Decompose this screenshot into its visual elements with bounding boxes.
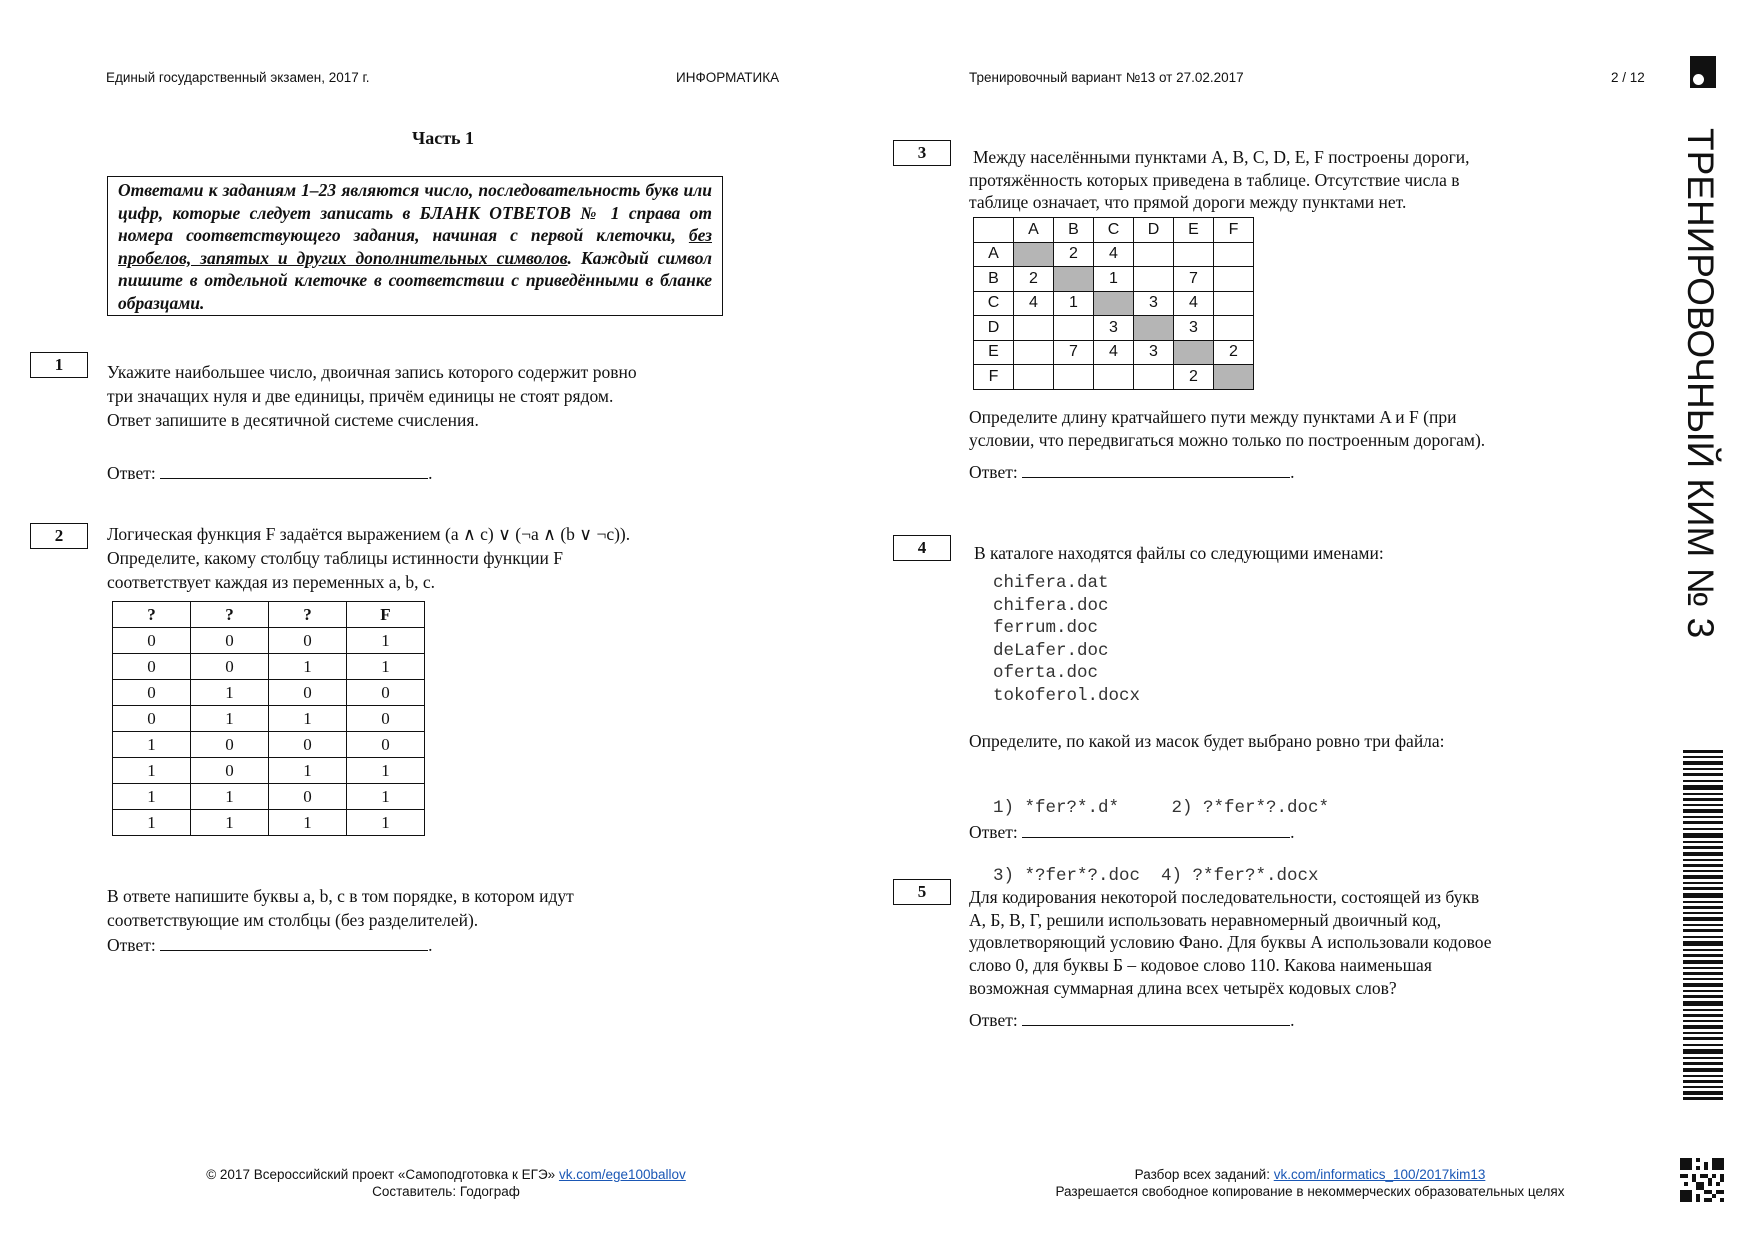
header-variant: Тренировочный вариант №13 от 27.02.2017 [969, 70, 1244, 85]
truth-table-header: ? [269, 602, 347, 628]
table-cell: 0 [191, 732, 269, 758]
table-cell: A [1014, 218, 1054, 243]
task-3-line: протяжённость которых приведена в таблице. Отсутствие числа в [969, 169, 1460, 190]
table-cell: 3 [1094, 316, 1134, 341]
task-5-line: А, Б, В, Г, решили использовать неравномерный двоичный код, [969, 909, 1442, 930]
table-cell [974, 218, 1014, 243]
table-cell: 1 [191, 784, 269, 810]
table-row [974, 340, 1254, 365]
task-2-answer: Ответ: . [107, 932, 574, 957]
header-exam-title: Единый государственный экзамен, 2017 г. [106, 70, 370, 85]
task-3-line: таблице означает, что прямой дороги между пунктами нет. [969, 192, 1407, 213]
table-cell: E [974, 340, 1014, 365]
table-cell: E [1174, 218, 1214, 243]
footer-left [140, 1166, 752, 1200]
footer-right [1000, 1166, 1620, 1200]
task-4-answer-field[interactable] [1022, 819, 1290, 838]
table-cell [1014, 340, 1054, 365]
table-cell: 1 [113, 810, 191, 836]
table-cell: 1 [113, 758, 191, 784]
footer-project-text: © 2017 Всероссийский проект «Самоподготовка к ЕГЭ» [206, 1167, 556, 1182]
table-row [113, 732, 425, 758]
table-cell: B [1054, 218, 1094, 243]
table-row [974, 267, 1254, 292]
table-cell: 0 [269, 732, 347, 758]
task-3-after-text [969, 406, 1485, 451]
task-3-after-line: Определите длину кратчайшего пути между пунктами A и F (при [969, 407, 1457, 427]
table-cell: 4 [1174, 291, 1214, 316]
task-5-line: слово 0, для буквы Б – кодовое слово 110. Какова наименьшая [969, 955, 1432, 976]
table-cell [1134, 316, 1174, 341]
table-cell: 1 [269, 706, 347, 732]
side-title: ТРЕНИРОВОЧНЫЙ КИМ № 3 [1680, 128, 1721, 639]
table-cell: 3 [1134, 291, 1174, 316]
task-2-number-box: 2 [30, 523, 88, 549]
table-row [113, 680, 425, 706]
table-row [113, 810, 425, 836]
table-cell: 1 [1054, 291, 1094, 316]
corner-marker-icon [1690, 56, 1716, 88]
table-cell: D [974, 316, 1014, 341]
task-5-line: Для кодирования некоторой последовательности, состоящей из букв [969, 887, 1480, 907]
table-cell: 1 [191, 810, 269, 836]
table-cell: 1 [269, 654, 347, 680]
table-cell: 0 [269, 680, 347, 706]
table-cell: 0 [191, 628, 269, 654]
task-3-answer-field[interactable] [1022, 459, 1290, 478]
table-cell [1014, 316, 1054, 341]
table-cell [1054, 316, 1094, 341]
table-cell: 4 [1094, 340, 1134, 365]
task-2-after-text [107, 884, 574, 957]
table-cell: 1 [113, 732, 191, 758]
qr-code-icon [1680, 1158, 1724, 1202]
table-cell [1214, 316, 1254, 341]
table-cell: F [1214, 218, 1254, 243]
table-cell: C [1094, 218, 1134, 243]
table-cell: 0 [113, 706, 191, 732]
table-cell: 1 [269, 758, 347, 784]
truth-table-header: ? [191, 602, 269, 628]
table-cell [1134, 365, 1174, 390]
answer-label: Ответ: [969, 462, 1018, 482]
table-cell: 0 [191, 654, 269, 680]
list-item: chifera.doc [993, 595, 1109, 616]
task-2-line: Определите, какому столбцу таблицы истинности функции F [107, 548, 563, 568]
table-row [113, 654, 425, 680]
table-cell: 0 [347, 680, 425, 706]
list-item: tokoferol.docx [993, 685, 1141, 706]
task-2-line: соответствует каждая из переменных a, b, c. [107, 572, 435, 592]
table-cell [1134, 267, 1174, 292]
table-cell: 0 [347, 706, 425, 732]
table-cell: 1 [269, 810, 347, 836]
list-item: deLafer.doc [993, 640, 1109, 661]
table-cell: 4 [1014, 291, 1054, 316]
task-5-line: возможная суммарная длина всех четырёх кодовых слов? [969, 977, 1397, 998]
table-cell: 4 [1094, 242, 1134, 267]
table-row [974, 218, 1254, 243]
instruction-box [107, 176, 723, 316]
table-cell: 0 [347, 732, 425, 758]
instruction-text-2: . Каждый символ пишите в отдельной клеточке в соответствии с приведёнными в бланке образцами. [118, 247, 712, 313]
table-cell: 1 [1094, 267, 1134, 292]
table-cell: C [974, 291, 1014, 316]
footer-review-link[interactable]: vk.com/informatics_100/2017kim13 [1273, 1167, 1486, 1182]
barcode-icon [1683, 750, 1723, 1100]
task-3-answer: Ответ: . [969, 459, 1294, 484]
task-4-option-line: 1) *fer?*.d* 2) ?*fer*?.doc* [993, 798, 1330, 818]
table-cell: 2 [1054, 242, 1094, 267]
task-1-answer-field[interactable] [160, 460, 428, 479]
table-cell: 1 [113, 784, 191, 810]
task-2-after-line: В ответе напишите буквы a, b, c в том порядке, в котором идут [107, 886, 574, 906]
task-2-text [107, 522, 630, 594]
table-cell: 7 [1174, 267, 1214, 292]
instruction-underlined: без пробелов, запятых и других дополнительных символов [118, 225, 712, 268]
table-cell: F [974, 365, 1014, 390]
table-cell: 3 [1134, 340, 1174, 365]
table-cell: 0 [113, 680, 191, 706]
part-title: Часть 1 [412, 128, 475, 148]
table-cell [1014, 365, 1054, 390]
task-5-line: удовлетворяющий условию Фано. Для буквы А использовали кодовое [969, 932, 1492, 953]
table-cell: 1 [191, 680, 269, 706]
table-cell: 3 [1174, 316, 1214, 341]
task-1-answer: Ответ: . [107, 460, 432, 485]
task-5-answer-field[interactable] [1022, 1007, 1290, 1026]
task-1-line: Укажите наибольшее число, двоичная запись которого содержит ровно [107, 362, 637, 382]
table-cell [1174, 242, 1214, 267]
task-4-answer: Ответ: . [969, 819, 1294, 844]
table-cell: 1 [347, 654, 425, 680]
task-1-number-box: 1 [30, 352, 88, 378]
task-2-answer-field[interactable] [160, 932, 428, 951]
table-cell [1054, 365, 1094, 390]
table-row [113, 706, 425, 732]
task-5-number-box: 5 [893, 879, 951, 905]
table-cell [1214, 267, 1254, 292]
table-cell [1214, 291, 1254, 316]
table-cell: 1 [347, 810, 425, 836]
task-2-after-line: соответствующие им столбцы (без разделителей). [107, 910, 479, 930]
table-row [113, 784, 425, 810]
table-cell: 0 [113, 628, 191, 654]
task-3-after-line: условии, что передвигаться можно только по построенным дорогам). [969, 429, 1486, 450]
answer-label: Ответ: [107, 463, 156, 483]
road-table [973, 217, 1254, 390]
table-row [113, 628, 425, 654]
header-subject: ИНФОРМАТИКА [676, 70, 780, 85]
footer-project-link[interactable]: vk.com/ege100ballov [558, 1167, 686, 1182]
task-3-number-box: 3 [893, 140, 951, 166]
table-cell [1094, 365, 1134, 390]
task-4-number-box: 4 [893, 535, 951, 561]
table-cell [1014, 242, 1054, 267]
table-cell: 7 [1054, 340, 1094, 365]
task-1-line: Ответ запишите в десятичной системе счисления. [107, 410, 479, 430]
instruction-text-1: Ответами к заданиям 1–23 являются число, последовательность букв или цифр, которые следует записать в БЛАНК ОТВЕТОВ № 1 справа от номера соответствующего задания, начиная с первой клеточки, [118, 180, 712, 246]
page-number: 2 / 12 [1611, 70, 1645, 85]
task-5-text [969, 886, 1491, 1000]
list-item: ferrum.doc [993, 618, 1099, 638]
truth-table [112, 601, 425, 836]
list-item: chifera.dat [993, 573, 1109, 593]
table-cell: 0 [113, 654, 191, 680]
table-cell: 0 [269, 628, 347, 654]
answer-label: Ответ: [107, 935, 156, 955]
table-cell: B [974, 267, 1014, 292]
table-cell [1214, 242, 1254, 267]
table-cell [1174, 340, 1214, 365]
table-cell [1054, 267, 1094, 292]
table-cell: D [1134, 218, 1174, 243]
task-2-line: Логическая функция F задаётся выражением (a ∧ c) ∨ (¬a ∧ (b ∨ ¬c)). [107, 524, 631, 544]
task-1-line: три значащих нуля и две единицы, причём единицы не стоят рядом. [107, 386, 614, 406]
task-1-text [107, 360, 637, 432]
list-item: oferta.doc [993, 663, 1099, 683]
table-cell: 0 [269, 784, 347, 810]
table-cell: 2 [1174, 365, 1214, 390]
footer-copyright: Разрешается свободное копирование в некоммерческих образовательных целях [1055, 1184, 1565, 1199]
answer-label: Ответ: [969, 1010, 1018, 1030]
table-row [974, 365, 1254, 390]
task-4-intro: В каталоге находятся файлы со следующими именами: [974, 543, 1384, 563]
answer-label: Ответ: [969, 822, 1018, 842]
table-row [974, 316, 1254, 341]
table-cell: A [974, 242, 1014, 267]
task-4-option-line: 3) *?fer*?.doc 4) ?*fer?*.docx [993, 865, 1319, 886]
table-cell: 2 [1014, 267, 1054, 292]
table-row [974, 242, 1254, 267]
table-cell: 1 [347, 784, 425, 810]
side-title-container [1680, 128, 1721, 639]
table-row [113, 758, 425, 784]
footer-review-text: Разбор всех заданий: [1134, 1167, 1270, 1182]
task-3-line: Между населёнными пунктами A, B, C, D, E, F построены дороги, [973, 147, 1470, 167]
table-cell [1134, 242, 1174, 267]
footer-author: Составитель: Годограф [372, 1184, 520, 1199]
truth-table-header-row [113, 602, 425, 628]
truth-table-header: F [347, 602, 425, 628]
truth-table-header: ? [113, 602, 191, 628]
table-cell: 1 [191, 706, 269, 732]
task-4-question: Определите, по какой из масок будет выбрано ровно три файла: [969, 731, 1445, 751]
table-cell: 1 [347, 628, 425, 654]
table-cell: 1 [347, 758, 425, 784]
table-cell: 0 [191, 758, 269, 784]
table-cell [1094, 291, 1134, 316]
table-cell: 2 [1214, 340, 1254, 365]
task-5-answer: Ответ: . [969, 1007, 1294, 1032]
table-cell [1214, 365, 1254, 390]
task-4-file-list [993, 572, 1140, 707]
task-3-text [969, 146, 1470, 214]
table-row [974, 291, 1254, 316]
